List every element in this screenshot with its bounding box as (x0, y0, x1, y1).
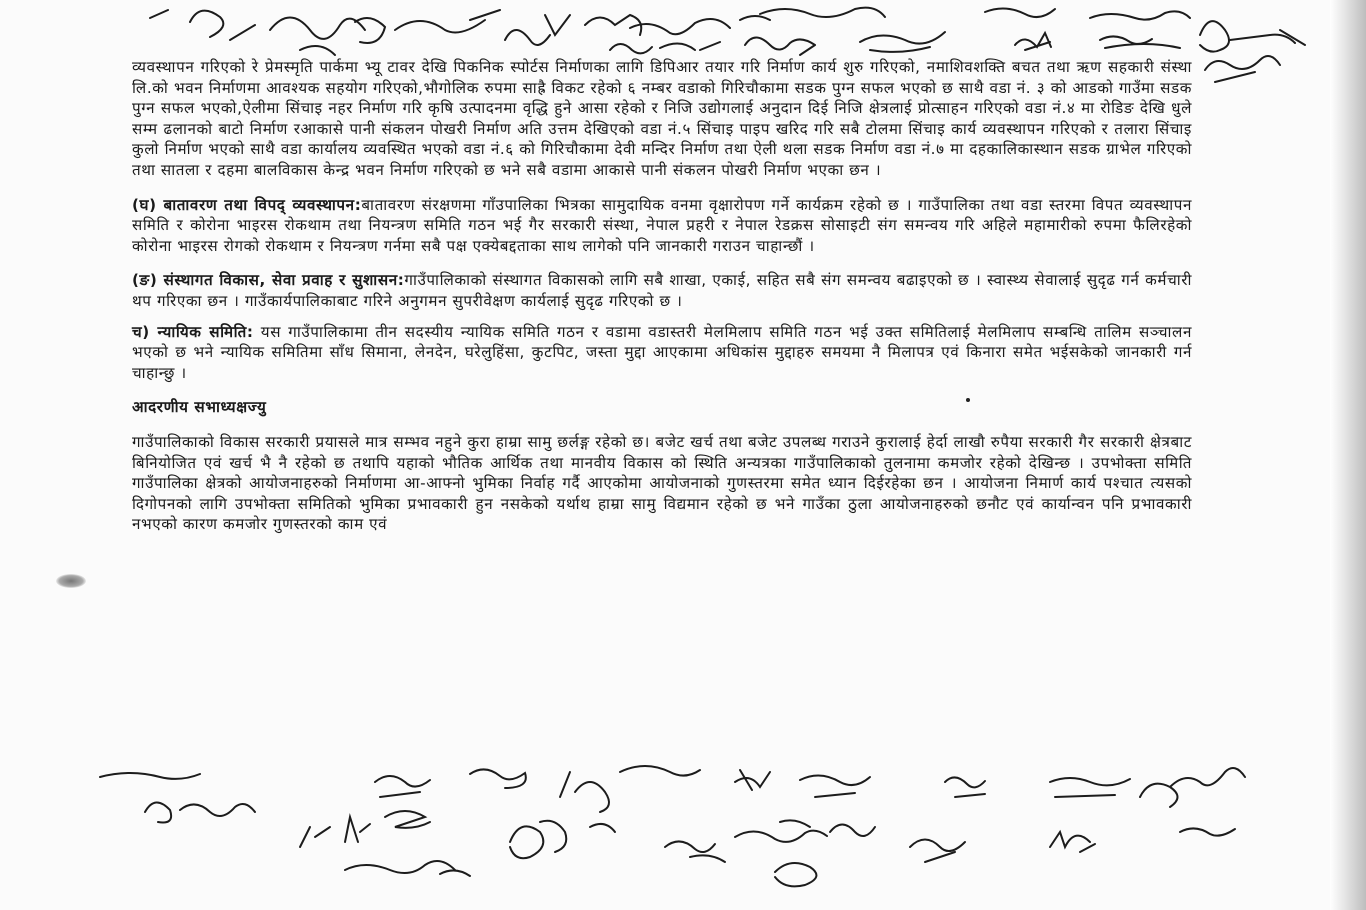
paragraph-development-status: गाउँपालिकाको विकास सरकारी प्रयासले मात्र सम्भव नहुने कुरा हाम्रा सामु छर्लङ्ग रहेको छ। बजेट खर्च तथा बजेट उपलब्ध गराउने कुरालाई हेर्दा लाखौ रुपैया सरकारी गैर सरकारी क्षेत्रबाट बिनियोजित एवं खर्च भै नै रहेको छ तथापि यहाको भौतिक आर्थिक तथा मानवीय विकास को स्थिति अन्यत्रका गाउँपालिकाको तुलनामा कमजोर रहेको देखिन्छ । उपभोक्ता समिति गाउँपालिका क्षेत्रको आयोजनाहरुको निर्माणमा आ-आफ्नो भुमिका निर्वाह गर्दै आएकोमा आयोजनाको गुणस्तरमा समेत ध्यान दिईरहेका छन । आयोजना निमार्ण कार्य पश्चात त्यसको दिगोपनको लागि उपभोक्ता समितिको भुमिका प्रभावकारी हुन नसकेको यर्थाथ हाम्रा सामु विद्यमान रहेको छ भने गाउँका ठुला आयोजनाहरुको छनौट एवं कार्यान्वन पनि प्रभावकारी नभएको कारण कमजोर गुणस्तरको काम एवं (132, 432, 1192, 534)
heading-judicial-committee: च) न्यायिक समिति: (132, 322, 254, 341)
body-environment-disaster: बातावरण संरक्षणमा गाँउपालिका भित्रका सामुदायिक वनमा वृक्षारोपण गर्ने कार्यक्रम रहेको छ । गाउँपालिका तथा वडा स्तरमा विपत व्यवस्थापन समिति र कोरोना भाइरस रोकथाम तथा नियन्त्रण समिति गठन भई गैर सरकारी संस्था, नेपाल प्रहरी र नेपाल रेडक्रस सोसाइटी संग समन्वय गरि अहिले महामारीको रुपमा फैलिरहेको कोरोना भाइरस रोगको रोकथाम र नियन्त्रण गर्नमा सबै पक्ष एक्येबद्दताका साथ लागेको पनि जानकारी गराउन चाहान्छौं । (132, 195, 1192, 255)
bottom-signatures-drawing (0, 752, 1366, 910)
paragraph-judicial-committee (132, 322, 1192, 384)
punch-hole-mark (56, 574, 86, 588)
heading-institutional-development: (ङ) संस्थागत विकास, सेवा प्रवाह र सुशासन: (132, 271, 405, 290)
paragraph-environment-disaster (132, 195, 1192, 257)
address-heading: आदरणीय सभाध्यक्षज्यु (132, 398, 267, 417)
document-body (132, 57, 1192, 535)
heading-environment-disaster: (घ) बातावरण तथा विपद् व्यवस्थापन: (132, 195, 362, 214)
bottom-signatures (0, 752, 1366, 910)
paragraph-development-works: व्यवस्थापन गरिएको रे प्रेमस्मृति पार्कमा भ्यू टावर देखि पिकनिक स्पोर्टस निर्माणका लागि डिपिआर तयार गरि निर्माण कार्य शुरु गरिएको, नमाशिवशक्ति बचत तथा ऋण सहकारी संस्था लि.को भवन निर्माणमा आवश्यक सहयोग गरिएको,भौगोलिक रुपमा साह्रै विकट रहेको ६ नम्बर वडाको गिरिचौकामा सडक पुग्न सफल भएको छ साथै वडा नं. ३ को आडको गाउँमा सडक पुग्न सफल भएको,ऐलीमा सिंचाइ नहर निर्माण गरि कृषि उत्पादनमा वृद्धि हुने आसा रहेको र निजि उद्योगलाई अनुदान दिई निजि क्षेत्रलाई प्रोत्साहन गरिएको वडा नं.४ मा रोडिङ देखि धुले सम्म ढलानको बाटो निर्माण रआकासे पानी संकलन पोखरी निर्माण अति उत्तम देखिएको वडा नं.५ सिंचाइ पाइप खरिद गरि सबै टोलमा सिंचाइ कार्य व्यवस्थापन गरिएको र तलारा सिंचाइ कुलो निर्माण भएको साथै वडा कार्यालय व्यवस्थित भएको वडा नं.६ को गिरिचौकामा देवी मन्दिर निर्माण तथा ऐली थला सडक निर्माण वडा नं.७ मा दहकालिकास्थान सडक ग्राभेल गरिएको तथा सातला र दहमा बालविकास केन्द्र भवन निर्माण गरिएको छ भने सबै वडामा आकासे पानी संकलन पोखरी निर्माण भएका छन । (132, 58, 1192, 179)
body-institutional-development: गाउँपालिकाको संस्थागत विकासको लागि सबै शाखा, एकाई, सहित सबै संग समन्वय बढाइएको छ । स्वास्थ्य सेवालाई सुदृढ गर्न कर्मचारी थप गरिएका छन । गाउँकार्यपालिकाबाट गरिने अनुगमन सुपरीवेक्षण कार्यलाई सुदृढ गरिएको छ । (132, 271, 1192, 310)
paragraph-institutional-development (132, 270, 1192, 311)
body-judicial-committee: यस गाउँपालिकामा तीन सदस्यीय न्यायिक समिति गठन र वडामा वडास्तरी मेलमिलाप समिति गठन भई उक्त समितिलाई मेलमिलाप सम्बन्धि तालिम सञ्चालन भएको छ भने न्यायिक समितिमा साँध सिमाना, लेनदेन, घरेलुहिंसा, कुटपिट, जस्ता मुद्दा आएकामा अधिकांस मुद्दाहरु समयमा नै मिलापत्र एवं किनारा समेत भईसकेको जानकारी गर्न चाहान्छु । (132, 322, 1192, 382)
